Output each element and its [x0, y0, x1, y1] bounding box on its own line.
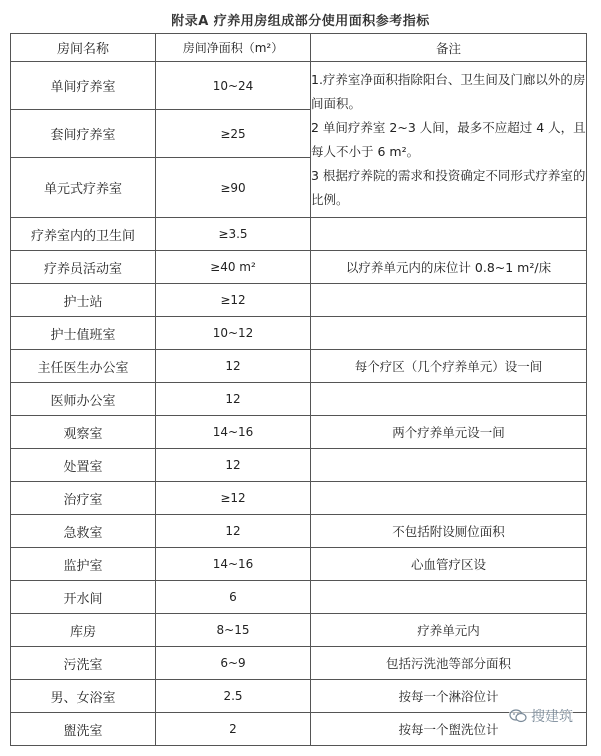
header-name: 房间名称 [11, 34, 156, 62]
room-note: 两个疗养单元设一间 [311, 416, 587, 449]
room-name: 污洗室 [11, 647, 156, 680]
room-area: ≥25 [156, 110, 311, 158]
room-area: ≥40 m² [156, 251, 311, 284]
merged-note-2: 2 单间疗养室 2~3 人间，最多不应超过 4 人，且每人不小于 6 m²。 [311, 119, 586, 159]
room-area: 12 [156, 449, 311, 482]
room-area: 8~15 [156, 614, 311, 647]
page-title: 附录A 疗养用房组成部分使用面积参考指标 [171, 14, 430, 29]
room-note [311, 218, 587, 251]
room-note: 按每一个盥洗位计 [311, 713, 587, 746]
room-note: 心血管疗区设 [311, 548, 587, 581]
room-name: 主任医生办公室 [11, 350, 156, 383]
room-name: 疗养员活动室 [11, 251, 156, 284]
reference-table [10, 33, 587, 746]
room-note [311, 383, 587, 416]
room-name: 观察室 [11, 416, 156, 449]
room-area: 12 [156, 383, 311, 416]
room-area: 14~16 [156, 548, 311, 581]
room-name: 套间疗养室 [11, 110, 156, 158]
room-area: 6 [156, 581, 311, 614]
room-name: 急救室 [11, 515, 156, 548]
table-row [11, 317, 587, 350]
room-name: 处置室 [11, 449, 156, 482]
table-row [11, 680, 587, 713]
header-note: 备注 [311, 34, 587, 62]
room-area: 10~24 [156, 62, 311, 110]
room-note: 按每一个淋浴位计 [311, 680, 587, 713]
merged-note-3: 3 根据疗养院的需求和投资确定不同形式疗养室的比例。 [311, 167, 586, 207]
table-row [11, 548, 587, 581]
table-row [11, 581, 587, 614]
header-area: 房间净面积（m²） [156, 34, 311, 62]
room-area: ≥3.5 [156, 218, 311, 251]
room-name: 开水间 [11, 581, 156, 614]
room-area: 14~16 [156, 416, 311, 449]
room-area: ≥12 [156, 284, 311, 317]
room-name: 单间疗养室 [11, 62, 156, 110]
table-row [11, 482, 587, 515]
room-name: 疗养室内的卫生间 [11, 218, 156, 251]
room-name: 单元式疗养室 [11, 158, 156, 218]
room-name: 护士值班室 [11, 317, 156, 350]
room-area: 6~9 [156, 647, 311, 680]
wechat-icon [509, 709, 527, 723]
room-note: 每个疗区（几个疗养单元）设一间 [311, 350, 587, 383]
table-row [11, 515, 587, 548]
room-note [311, 449, 587, 482]
room-name: 盥洗室 [11, 713, 156, 746]
room-area: ≥12 [156, 482, 311, 515]
room-area: 12 [156, 515, 311, 548]
room-area: 2.5 [156, 680, 311, 713]
table-row [11, 218, 587, 251]
table-row [11, 350, 587, 383]
table-row [11, 62, 587, 110]
room-note [311, 284, 587, 317]
room-note: 以疗养单元内的床位计 0.8~1 m²/床 [311, 251, 587, 284]
table-row [11, 284, 587, 317]
room-note [311, 482, 587, 515]
room-name: 男、女浴室 [11, 680, 156, 713]
room-area: 2 [156, 713, 311, 746]
room-note: 疗养单元内 [311, 614, 587, 647]
table-row [11, 416, 587, 449]
room-name: 监护室 [11, 548, 156, 581]
room-note: 包括污洗池等部分面积 [311, 647, 587, 680]
room-name: 护士站 [11, 284, 156, 317]
table-row [11, 251, 587, 284]
table-row [11, 713, 587, 746]
merged-note-cell [311, 62, 587, 218]
room-area: ≥90 [156, 158, 311, 218]
room-area: 12 [156, 350, 311, 383]
merged-note-1: 1.疗养室净面积指除阳台、卫生间及门廊以外的房间面积。 [311, 71, 586, 111]
table-row [11, 647, 587, 680]
room-name: 治疗室 [11, 482, 156, 515]
room-note [311, 581, 587, 614]
room-name: 医师办公室 [11, 383, 156, 416]
table-row [11, 383, 587, 416]
table-row [11, 449, 587, 482]
watermark [509, 706, 573, 726]
room-area: 10~12 [156, 317, 311, 350]
room-note: 不包括附设厕位面积 [311, 515, 587, 548]
watermark-text: 搜建筑 [531, 709, 573, 725]
room-note [311, 317, 587, 350]
room-name: 库房 [11, 614, 156, 647]
table-header-row [11, 34, 587, 62]
table-row [11, 614, 587, 647]
